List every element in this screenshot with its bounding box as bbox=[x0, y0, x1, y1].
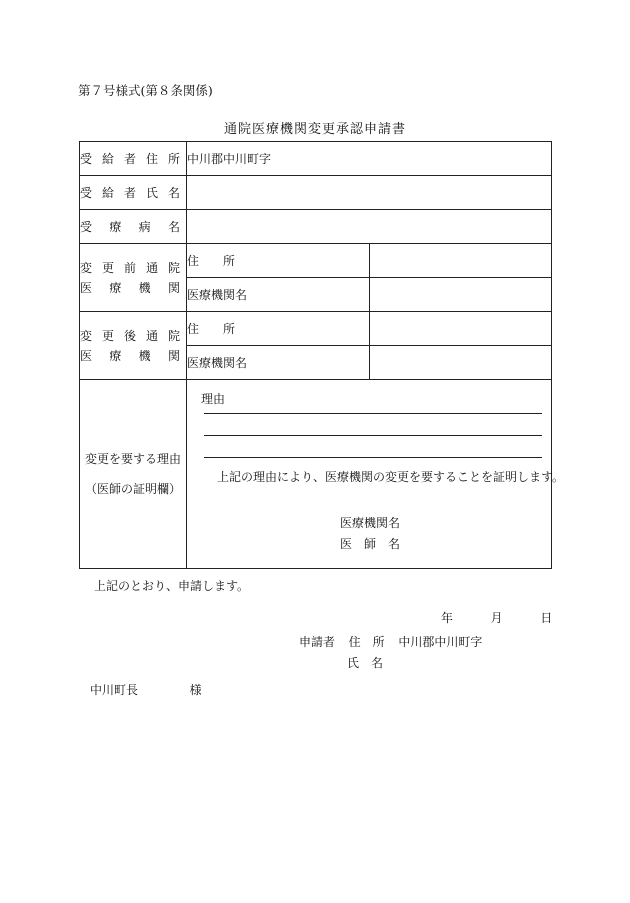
date-year: 年 bbox=[441, 611, 454, 625]
after-institution-value[interactable] bbox=[369, 346, 552, 380]
label-char: 受 bbox=[80, 220, 93, 234]
label-char: 給 bbox=[101, 186, 114, 200]
label-char: 名 bbox=[167, 220, 180, 234]
form-number: 第７号様式(第８条関係) bbox=[78, 83, 213, 98]
label-char: 通 bbox=[145, 329, 158, 343]
address-label-cell bbox=[80, 142, 187, 176]
label-char: 名 bbox=[387, 537, 400, 551]
applicant-address-value[interactable]: 中川郡中川町字 bbox=[398, 635, 483, 649]
applicant-name-row[interactable] bbox=[347, 654, 383, 671]
label-char: 前 bbox=[123, 261, 136, 275]
before-label-line2 bbox=[80, 279, 180, 296]
label-char: 療 bbox=[109, 281, 122, 295]
label-char: 院 bbox=[167, 261, 180, 275]
label-char: 氏 bbox=[145, 186, 158, 200]
label-char: 住 bbox=[145, 152, 158, 166]
date-day: 日 bbox=[540, 611, 553, 625]
label-char: 給 bbox=[101, 152, 114, 166]
page-title: 通院医療機関変更承認申請書 bbox=[223, 122, 406, 137]
before-address-label: 住 所 bbox=[187, 244, 370, 278]
label-char: 受 bbox=[80, 186, 93, 200]
institution-name-label: 医療機関名 bbox=[340, 516, 401, 530]
disease-label-cell bbox=[80, 210, 187, 244]
label-char: 機 bbox=[138, 281, 151, 295]
reason-line-2[interactable] bbox=[204, 435, 542, 436]
label-char: 受 bbox=[80, 152, 93, 166]
reason-label: 変更を要する理由 bbox=[84, 452, 181, 466]
reason-sublabel: （医師の証明欄） bbox=[84, 482, 181, 496]
label-char: 変 bbox=[80, 261, 93, 275]
address-value-cell[interactable] bbox=[187, 142, 552, 176]
application-table bbox=[79, 141, 565, 569]
after-address-label: 住 所 bbox=[187, 312, 370, 346]
reason-label-cell bbox=[80, 380, 187, 569]
address-value: 中川郡中川町字 bbox=[187, 152, 272, 166]
label-char: 変 bbox=[80, 329, 93, 343]
before-address-value[interactable] bbox=[369, 244, 552, 278]
reason-line-1[interactable] bbox=[204, 413, 542, 414]
name-label-cell bbox=[80, 176, 187, 210]
doctor-label bbox=[340, 535, 400, 552]
applicant-address-label: 住 所 bbox=[348, 635, 385, 649]
label-char: 医 bbox=[340, 537, 353, 551]
reason-cell[interactable] bbox=[187, 380, 565, 569]
recipient-title: 中川町長 bbox=[90, 683, 139, 697]
disease-value-cell[interactable] bbox=[187, 210, 552, 244]
label-char: 者 bbox=[123, 152, 136, 166]
after-address-value[interactable] bbox=[369, 312, 552, 346]
applicant-label: 申請者 bbox=[299, 635, 336, 649]
label-char: 病 bbox=[138, 220, 151, 234]
reason-line-3[interactable] bbox=[204, 457, 542, 458]
before-institution-label: 医療機関名 bbox=[187, 278, 370, 312]
after-institution-label: 医療機関名 bbox=[187, 346, 370, 380]
label-char: 医 bbox=[80, 349, 93, 363]
certification-text: 上記の理由により、医療機関の変更を要することを証明します。 bbox=[217, 470, 565, 484]
address-label bbox=[80, 150, 186, 167]
disease-label bbox=[80, 218, 186, 235]
label-char: 所 bbox=[167, 152, 180, 166]
label-char: 名 bbox=[167, 186, 180, 200]
request-text: 上記のとおり、申請します。 bbox=[94, 579, 250, 593]
before-label-cell bbox=[80, 244, 187, 312]
name-label bbox=[80, 184, 186, 201]
label-char: 関 bbox=[167, 281, 180, 295]
name-value-cell[interactable] bbox=[187, 176, 552, 210]
applicant-name-label: 氏 名 bbox=[347, 656, 384, 670]
label-char: 療 bbox=[109, 220, 122, 234]
after-label-line2 bbox=[80, 347, 180, 364]
applicant-address-row bbox=[299, 633, 482, 650]
reason-title: 理由 bbox=[201, 392, 226, 406]
recipient bbox=[90, 681, 202, 698]
after-label-line1 bbox=[80, 327, 180, 344]
label-char: 通 bbox=[145, 261, 158, 275]
label-char: 機 bbox=[138, 349, 151, 363]
after-label-cell bbox=[80, 312, 187, 380]
label-char: 後 bbox=[123, 329, 136, 343]
label-char: 療 bbox=[109, 349, 122, 363]
before-institution-value[interactable] bbox=[369, 278, 552, 312]
label-char: 更 bbox=[101, 261, 114, 275]
label-char: 者 bbox=[123, 186, 136, 200]
label-char: 院 bbox=[167, 329, 180, 343]
label-char: 医 bbox=[80, 281, 93, 295]
label-char: 関 bbox=[167, 349, 180, 363]
label-char: 師 bbox=[363, 537, 376, 551]
date-month: 月 bbox=[490, 611, 503, 625]
after-label bbox=[80, 327, 186, 364]
recipient-honorific: 様 bbox=[189, 683, 202, 697]
before-label-line1 bbox=[80, 259, 180, 276]
before-label bbox=[80, 259, 186, 296]
label-char: 更 bbox=[101, 329, 114, 343]
date-row[interactable] bbox=[441, 609, 552, 626]
